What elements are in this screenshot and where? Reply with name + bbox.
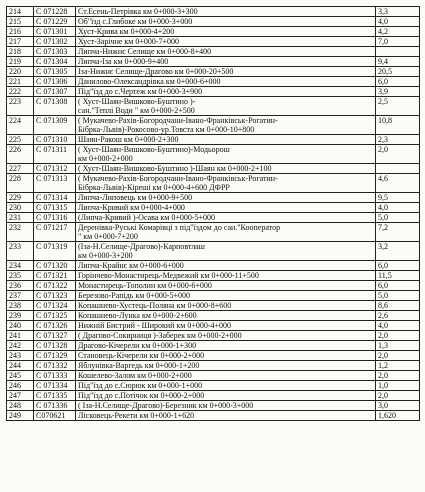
road-name-line: Шаян-Ракош км 0+000-2+300 — [78, 135, 179, 144]
road-code-cell: С 071327 — [34, 331, 76, 341]
length-km-cell: 9,5 — [376, 193, 420, 203]
road-name-line: км 0+000-3+200 — [78, 251, 133, 260]
road-name-cell — [76, 17, 376, 27]
road-name-line: (Іза-Н.Селище-Драгово)-Карповтлаш — [78, 242, 205, 251]
road-code-cell: С 071309 — [34, 116, 76, 135]
road-name-cell — [76, 193, 376, 203]
table-row — [7, 341, 420, 351]
length-km-cell: 2,0 — [376, 351, 420, 361]
table-row — [7, 213, 420, 223]
road-code-cell: С 071302 — [34, 37, 76, 47]
road-name-cell — [76, 47, 376, 57]
road-name-cell — [76, 381, 376, 391]
table-row — [7, 223, 420, 242]
road-name-line: Горінчево-Монастирець-Медвежий км 0+000-11+500 — [78, 271, 259, 280]
road-name-cell — [76, 331, 376, 341]
table-row — [7, 361, 420, 371]
road-name-line: км 0+000-2+000 — [78, 154, 133, 163]
road-name-cell — [76, 311, 376, 321]
row-number-cell: 242 — [7, 341, 34, 351]
row-number-cell: 244 — [7, 361, 34, 371]
road-name-line: " км 0+000-7+200 — [78, 232, 138, 241]
length-km-cell: 4,6 — [376, 174, 420, 193]
table-row — [7, 291, 420, 301]
road-name-cell — [76, 203, 376, 213]
road-name-line: Драгово-Кічерели км 0+000-1+300 — [78, 341, 197, 350]
row-number-cell: 223 — [7, 97, 34, 116]
row-number-cell: 249 — [7, 411, 34, 421]
road-name-cell — [76, 77, 376, 87]
length-km-cell: 2,5 — [376, 97, 420, 116]
road-code-cell: С 071320 — [34, 261, 76, 271]
row-number-cell: 234 — [7, 261, 34, 271]
road-name-cell — [76, 67, 376, 77]
table-row — [7, 301, 420, 311]
road-name-line: Ст.Есень-Петрівка км 0+000-3+300 — [78, 7, 198, 16]
road-name-line: Липча-Кривий км 0+000-4+000 — [78, 203, 185, 212]
road-name-line: Бібрка-Львів)-Кіреші км 0+000-4+600 ДФРР — [78, 183, 230, 192]
road-name-line: Хуст-Зарічне км 0+000-7+000 — [78, 37, 180, 46]
table-row — [7, 203, 420, 213]
road-name-line: Об"їзд с.Глибоке км 0+000-3+000 — [78, 17, 193, 26]
road-name-line: Данилово-Олександрівка км 0+000-6+000 — [78, 77, 221, 86]
road-code-cell: С 071335 — [34, 391, 76, 401]
road-name-line: Липча-Крайнє км 0+000-6+000 — [78, 261, 184, 270]
road-name-line: Липча-Липовець км 0+000-9+500 — [78, 193, 193, 202]
road-name-cell — [76, 37, 376, 47]
table-row — [7, 27, 420, 37]
road-name-line: Іза-Нижнє Селище-Драгово км 0+000-20+500 — [78, 67, 234, 76]
row-number-cell: 220 — [7, 67, 34, 77]
length-km-cell: 1,0 — [376, 381, 420, 391]
length-km-cell: 8,6 — [376, 301, 420, 311]
road-name-line: Бібрка-Львів)-Рокосово-ур.Товста км 0+000-10+800 — [78, 125, 255, 134]
length-km-cell: 4,0 — [376, 321, 420, 331]
row-number-cell: 219 — [7, 57, 34, 67]
length-km-cell: 6,0 — [376, 281, 420, 291]
road-code-cell: С 071305 — [34, 67, 76, 77]
length-km-cell: 5,0 — [376, 213, 420, 223]
road-name-line: Хуст-Крива км 0+000-4+200 — [78, 27, 175, 36]
road-code-cell: С 071301 — [34, 27, 76, 37]
road-code-cell: С 071324 — [34, 301, 76, 311]
length-km-cell: 1,3 — [376, 341, 420, 351]
road-code-cell: С 071303 — [34, 47, 76, 57]
table-row — [7, 87, 420, 97]
road-name-cell — [76, 223, 376, 242]
row-number-cell: 221 — [7, 77, 34, 87]
road-name-line: Під"їзд до с.Чертеж км 0+000-3+900 — [78, 87, 203, 96]
table-row — [7, 193, 420, 203]
length-km-cell: 5,0 — [376, 291, 420, 301]
table-row — [7, 371, 420, 381]
table-row — [7, 145, 420, 164]
row-number-cell: 239 — [7, 311, 34, 321]
table-row — [7, 77, 420, 87]
road-name-cell — [76, 164, 376, 174]
row-number-cell: 247 — [7, 391, 34, 401]
road-name-cell — [76, 27, 376, 37]
row-number-cell: 240 — [7, 321, 34, 331]
road-name-cell — [76, 411, 376, 421]
row-number-cell: 232 — [7, 223, 34, 242]
road-code-cell: С 071315 — [34, 203, 76, 213]
road-code-cell: С 071319 — [34, 242, 76, 261]
road-code-cell: С 071322 — [34, 281, 76, 291]
table-row — [7, 116, 420, 135]
road-name-cell — [76, 7, 376, 17]
table-row — [7, 391, 420, 401]
road-code-cell: С 071307 — [34, 87, 76, 97]
length-km-cell: 7,0 — [376, 37, 420, 47]
length-km-cell: 2,0 — [376, 371, 420, 381]
road-name-cell — [76, 174, 376, 193]
table-row — [7, 47, 420, 57]
length-km-cell — [376, 47, 420, 57]
table-row — [7, 411, 420, 421]
road-name-line: Яблунівка-Варгедь км 0+000-1+200 — [78, 361, 200, 370]
row-number-cell: 233 — [7, 242, 34, 261]
road-name-line: ( Іза-Н.Селище-Драгово)-Березник км 0+000-3+000 — [78, 401, 254, 410]
road-name-line: ( Мукачево-Рахів-Богородчани-Івано-Франківськ-Рогатин- — [78, 116, 278, 125]
table-row — [7, 97, 420, 116]
row-number-cell: 243 — [7, 351, 34, 361]
roads-table — [6, 6, 420, 421]
road-name-cell — [76, 341, 376, 351]
road-code-cell: С 071314 — [34, 193, 76, 203]
row-number-cell: 246 — [7, 381, 34, 391]
table-row — [7, 174, 420, 193]
road-name-line: Нижній Бистрий - Широкий км 0+000-4+000 — [78, 321, 232, 330]
road-code-cell: С 071333 — [34, 371, 76, 381]
road-code-cell: С 071229 — [34, 17, 76, 27]
road-code-cell: С 071323 — [34, 291, 76, 301]
length-km-cell: 6,0 — [376, 261, 420, 271]
row-number-cell: 229 — [7, 193, 34, 203]
table-row — [7, 67, 420, 77]
road-name-line: сан."Теплі Води " км 0+000-2+500 — [78, 106, 195, 115]
table-row — [7, 281, 420, 291]
road-code-cell: С 071312 — [34, 164, 76, 174]
road-name-cell — [76, 97, 376, 116]
road-name-cell — [76, 242, 376, 261]
road-name-cell — [76, 271, 376, 281]
length-km-cell: 20,5 — [376, 67, 420, 77]
length-km-cell: 9,4 — [376, 57, 420, 67]
road-name-cell — [76, 391, 376, 401]
table-row — [7, 164, 420, 174]
road-name-cell — [76, 321, 376, 331]
row-number-cell: 230 — [7, 203, 34, 213]
row-number-cell: 217 — [7, 37, 34, 47]
length-km-cell: 6,0 — [376, 77, 420, 87]
road-code-cell: С 071304 — [34, 57, 76, 67]
length-km-cell: 3,3 — [376, 7, 420, 17]
table-row — [7, 331, 420, 341]
road-name-cell — [76, 301, 376, 311]
road-name-line: Кошелево-Залом км 0+000-2+000 — [78, 371, 192, 380]
row-number-cell: 231 — [7, 213, 34, 223]
length-km-cell — [376, 164, 420, 174]
length-km-cell: 2,6 — [376, 311, 420, 321]
road-name-cell — [76, 135, 376, 145]
table-row — [7, 381, 420, 391]
road-name-line: Під"їзд до с.Потічок км 0+000-2+000 — [78, 391, 205, 400]
length-km-cell: 3,0 — [376, 401, 420, 411]
road-code-cell: С 071336 — [34, 401, 76, 411]
road-code-cell: С 071326 — [34, 321, 76, 331]
road-code-cell: С 071332 — [34, 361, 76, 371]
road-name-cell — [76, 291, 376, 301]
road-name-line: ( Хуст-Шаян-Вишково-Буштино )- — [78, 97, 196, 106]
road-code-cell: С070621 — [34, 411, 76, 421]
row-number-cell: 228 — [7, 174, 34, 193]
row-number-cell: 237 — [7, 291, 34, 301]
row-number-cell: 236 — [7, 281, 34, 291]
road-code-cell: С 071329 — [34, 351, 76, 361]
road-name-line: ( Хуст-Шаян-Вишково-Буштино )-Шаян км 0+000-2+100 — [78, 164, 272, 173]
table-row — [7, 401, 420, 411]
row-number-cell: 241 — [7, 331, 34, 341]
row-number-cell: 222 — [7, 87, 34, 97]
row-number-cell: 235 — [7, 271, 34, 281]
road-name-line: Монастирець-Тополин км 0+000-6+000 — [78, 281, 212, 290]
road-name-cell — [76, 213, 376, 223]
road-name-line: Березово-Рапідь км 0+000-5+000 — [78, 291, 191, 300]
length-km-cell: 2,0 — [376, 145, 420, 164]
table-row — [7, 7, 420, 17]
road-name-cell — [76, 371, 376, 381]
table-row — [7, 37, 420, 47]
road-name-line: Копашнево-Лунка км 0+000-2+600 — [78, 311, 197, 320]
table-row — [7, 351, 420, 361]
length-km-cell: 11,5 — [376, 271, 420, 281]
row-number-cell: 245 — [7, 371, 34, 381]
road-name-line: ( Хуст-Шаян-Вишково-Буштино)-Модьорош — [78, 145, 230, 154]
table-row — [7, 311, 420, 321]
road-code-cell: С 071334 — [34, 381, 76, 391]
table-row — [7, 135, 420, 145]
length-km-cell: 1,2 — [376, 361, 420, 371]
road-name-line: Під"їзд до с.Сюрюк км 0+000-1+000 — [78, 381, 203, 390]
length-km-cell: 3,9 — [376, 87, 420, 97]
length-km-cell: 2,3 — [376, 135, 420, 145]
row-number-cell: 248 — [7, 401, 34, 411]
road-name-line: Становець-Кічерели км 0+000-2+000 — [78, 351, 205, 360]
row-number-cell: 216 — [7, 27, 34, 37]
table-row — [7, 17, 420, 27]
length-km-cell: 7,2 — [376, 223, 420, 242]
road-code-cell: С 071228 — [34, 7, 76, 17]
length-km-cell: 10,8 — [376, 116, 420, 135]
road-name-cell — [76, 281, 376, 291]
table-row — [7, 57, 420, 67]
road-code-cell: С 071308 — [34, 97, 76, 116]
road-name-line: Копашнево-Хустець-Поляна км 0+000-8+600 — [78, 301, 232, 310]
road-code-cell: С 071328 — [34, 341, 76, 351]
road-name-line: ( Драгово-Сокирниця )-Заберек км 0+000-2+000 — [78, 331, 242, 340]
length-km-cell: 4,0 — [376, 17, 420, 27]
row-number-cell: 227 — [7, 164, 34, 174]
road-name-cell — [76, 145, 376, 164]
row-number-cell: 215 — [7, 17, 34, 27]
road-code-cell: С 071217 — [34, 223, 76, 242]
road-name-line: ( Мукачево-Рахів-Богородчани-Івано-Франківськ-Рогатин- — [78, 174, 278, 183]
length-km-cell: 2,0 — [376, 391, 420, 401]
length-km-cell: 1,620 — [376, 411, 420, 421]
road-code-cell: С 071311 — [34, 145, 76, 164]
road-name-cell — [76, 401, 376, 411]
road-name-cell — [76, 87, 376, 97]
length-km-cell: 4,0 — [376, 203, 420, 213]
road-code-cell: С 071310 — [34, 135, 76, 145]
road-code-cell: С 071316 — [34, 213, 76, 223]
table-row — [7, 271, 420, 281]
road-code-cell: С 071325 — [34, 311, 76, 321]
road-code-cell: С 071306 — [34, 77, 76, 87]
table-row — [7, 261, 420, 271]
road-name-line: Липча-Іза км 0+000-9+400 — [78, 57, 169, 66]
length-km-cell: 3,2 — [376, 242, 420, 261]
road-name-line: Липча-Нижнє Селище км 0+000-8+400 — [78, 47, 212, 56]
road-code-cell: С 071321 — [34, 271, 76, 281]
road-code-cell: С 071313 — [34, 174, 76, 193]
road-name-cell — [76, 361, 376, 371]
row-number-cell: 224 — [7, 116, 34, 135]
road-name-cell — [76, 57, 376, 67]
road-name-line: (Липча-Кривий )-Осава км 0+000-5+000 — [78, 213, 216, 222]
row-number-cell: 238 — [7, 301, 34, 311]
roads-table-body — [7, 7, 420, 421]
length-km-cell: 2,0 — [376, 331, 420, 341]
road-name-line: Деренівка-Руські Комарівці з під"їздом до сан."Кооператор — [78, 223, 281, 232]
road-name-line: Лісковець-Рекети км 0+000-1+620 — [78, 411, 195, 420]
table-row — [7, 242, 420, 261]
row-number-cell: 225 — [7, 135, 34, 145]
road-name-cell — [76, 351, 376, 361]
road-name-cell — [76, 261, 376, 271]
length-km-cell: 4,2 — [376, 27, 420, 37]
row-number-cell: 226 — [7, 145, 34, 164]
table-row — [7, 321, 420, 331]
road-name-cell — [76, 116, 376, 135]
row-number-cell: 214 — [7, 7, 34, 17]
row-number-cell: 218 — [7, 47, 34, 57]
